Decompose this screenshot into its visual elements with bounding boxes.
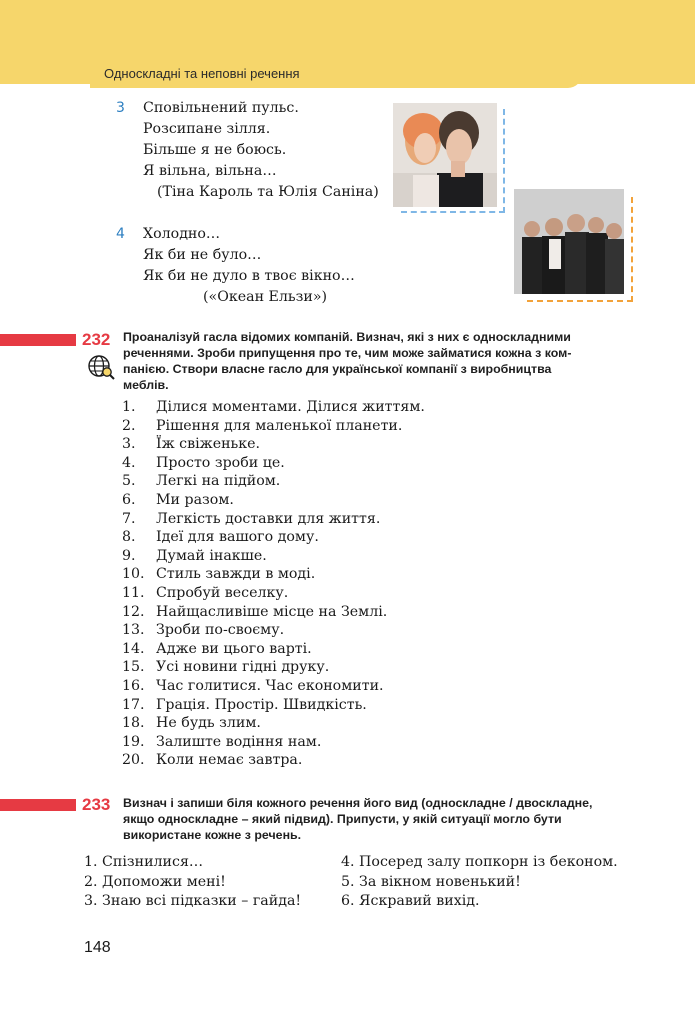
- item-number: 19.: [122, 733, 145, 750]
- item-text: Коли немає завтра.: [156, 752, 303, 769]
- item-number: 17.: [122, 696, 145, 713]
- item-number: 10.: [122, 566, 145, 583]
- item-number: 16.: [122, 677, 145, 694]
- poem-line: Більше я не боюсь.: [143, 142, 287, 158]
- item-number: 6.: [122, 491, 136, 508]
- task-line: панією. Створи власне гасло для української компанії з виробництва: [123, 362, 552, 376]
- item-text: Усі новини гідні друку.: [156, 659, 330, 676]
- item-text: Адже ви цього варті.: [156, 640, 312, 657]
- item-number: 1.: [122, 399, 136, 415]
- poem-attribution: («Океан Ельзи»): [203, 289, 328, 305]
- poem-number: 3: [116, 100, 125, 116]
- task-line: Проаналізуй гасла відомих компаній. Визнач, які з них є односкладними: [123, 330, 571, 344]
- poem-line: Сповільнений пульс.: [143, 100, 299, 116]
- item-text: Ми разом.: [156, 491, 234, 508]
- task-line: реченнями. Зроби припущення про те, чим може займатися кожна з ком-: [123, 346, 572, 360]
- item-number: 5.: [122, 473, 136, 490]
- item-number: 7.: [122, 510, 136, 527]
- task-line: Визнач і запиши біля кожного речення його вид (односкладне / двоскладне,: [123, 796, 593, 810]
- task-line: якщо односкладне – який підвид). Припусти, у якій ситуації могло бути: [123, 812, 562, 826]
- item-text: Ідеї для вашого дому.: [156, 529, 319, 546]
- item-text: Думай інакше.: [156, 547, 267, 564]
- item-text: Не будь злим.: [156, 715, 261, 732]
- item-number: 9.: [122, 547, 136, 564]
- poem-number: 4: [116, 226, 125, 242]
- list-item: 3. Знаю всі підказки – гайда!: [84, 893, 302, 909]
- exercise-number: 232: [82, 330, 111, 349]
- item-number: 13.: [122, 622, 145, 639]
- item-text: Їж свіженьке.: [156, 436, 261, 453]
- poem-attribution: (Тіна Кароль та Юлія Саніна): [157, 184, 379, 200]
- photo-singers: [393, 103, 497, 207]
- sentences-right-column: [341, 853, 618, 912]
- exercise-232-task: [123, 329, 571, 393]
- exercise-number: 233: [82, 795, 111, 814]
- internet-search-icon: [86, 353, 116, 381]
- list-item: 6. Яскравий вихід.: [341, 893, 480, 909]
- item-number: 8.: [122, 529, 136, 546]
- item-number: 20.: [122, 752, 145, 769]
- poem-line: Як би не було…: [143, 247, 262, 263]
- list-item: 1. Спізнилися…: [84, 854, 204, 870]
- item-text: Легкість доставки для життя.: [156, 510, 381, 527]
- item-number: 4.: [122, 454, 136, 471]
- poem-line: Розсипане зілля.: [143, 121, 271, 137]
- list-item: 2. Допоможи мені!: [84, 873, 226, 890]
- task-line: меблів.: [123, 378, 169, 392]
- exercise-marker-bar: [0, 799, 76, 811]
- item-text: Стиль завжди в моді.: [156, 566, 316, 583]
- item-text: Зроби по-своєму.: [156, 622, 285, 639]
- item-number: 3.: [122, 436, 136, 453]
- poem-line: Холодно…: [143, 226, 221, 242]
- exercise-marker-bar: [0, 334, 76, 346]
- item-text: Час голитися. Час економити.: [156, 677, 384, 694]
- item-text: Грація. Простір. Швидкість.: [156, 696, 367, 713]
- singers-illustration: [393, 103, 497, 207]
- item-text: Легкі на підйом.: [156, 473, 281, 490]
- item-text: Просто зроби це.: [156, 454, 285, 471]
- item-text: Залиште водіння нам.: [156, 733, 322, 750]
- item-number: 15.: [122, 659, 145, 676]
- band-illustration: [514, 189, 624, 294]
- list-item: 4. Посеред залу попкорн із беконом.: [341, 854, 618, 870]
- item-text: Спробуй веселку.: [156, 584, 289, 601]
- sentences-left-column: [84, 853, 301, 912]
- section-title: Односкладні та неповні речення: [104, 66, 300, 81]
- page-number: 148: [84, 939, 111, 956]
- item-number: 11.: [122, 584, 145, 601]
- item-number: 2.: [122, 417, 136, 434]
- poem-line: Як би не дуло в твоє вікно…: [143, 268, 355, 284]
- item-text: Ділися моментами. Ділися життям.: [156, 399, 425, 415]
- photo-band: [514, 189, 624, 294]
- exercise-233-task: [123, 795, 593, 843]
- item-number: 14.: [122, 640, 145, 657]
- poem-line: Я вільна, вільна…: [143, 163, 277, 179]
- task-line: використане кожне з речень.: [123, 828, 302, 842]
- item-text: Рішення для маленької планети.: [156, 417, 403, 434]
- item-number: 18.: [122, 715, 145, 732]
- list-item: 5. За вікном новенький!: [341, 873, 521, 890]
- item-number: 12.: [122, 603, 145, 620]
- item-text: Найщасливіше місце на Землі.: [156, 603, 388, 620]
